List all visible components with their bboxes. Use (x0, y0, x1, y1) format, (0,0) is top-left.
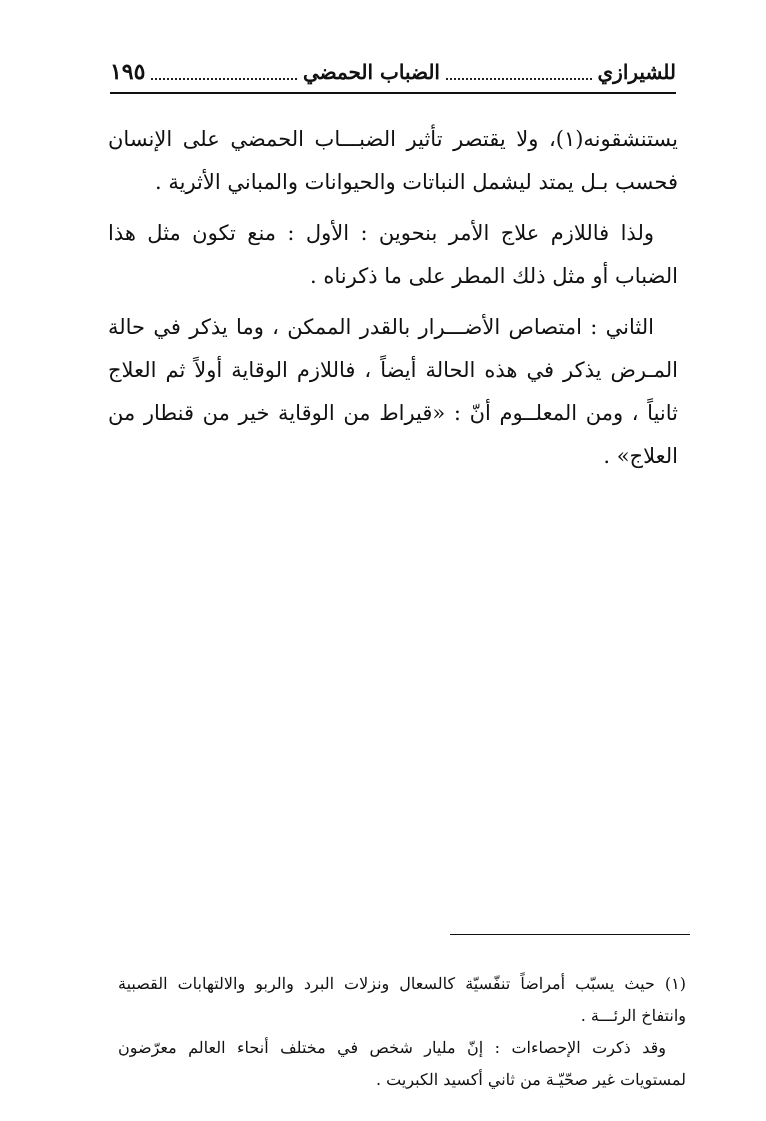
footnote-1-continuation: وقد ذكرت الإحصاءات : إنّ مليار شخص في مختلف أنحاء العالم معرّضون لمستويات غير صحّيّـة من ثاني أكسيد الكبريت . (118, 1038, 686, 1089)
header-dot-leader (446, 78, 592, 80)
paragraph: يستنشقونه(١)، ولا يقتصر تأثير الضبـــاب الحمضي على الإنسان فحسب بـل يمتد ليشمل النباتات والحيوانات والمباني الأثرية . (108, 127, 678, 194)
header-title: الضباب الحمضي (302, 60, 440, 84)
page-header (110, 52, 676, 94)
body-text (108, 118, 678, 486)
paragraph: ولذا فاللازم علاج الأمر بنحوين : الأول : منع تكون مثل هذا الضباب أو مثل ذلك المطر على ما ذكرناه . (108, 221, 678, 288)
header-author: للشيرازي (597, 60, 676, 84)
footnotes (118, 968, 686, 1096)
paragraph: الثاني : امتصاص الأضـــرار بالقدر الممكن ، وما يذكر في حالة المـرض يذكر في هذه الحالة أيضاً ، فاللازم الوقاية أولاً ثم العلاج ثانياً ، ومن المعلــوم أنّ : «قيراط من الوقاية خير من قنطار من العلاج» . (108, 315, 678, 468)
header-dot-leader (151, 78, 297, 80)
page-number: ١٩٥ (109, 59, 146, 85)
footnote-separator (450, 934, 690, 935)
footnote-1: (١) حيث يسبّب أمراضاً تنفّسيّة كالسعال ونزلات البرد والربو والالتهابات القصبية وانتفاخ الرئـــة . (118, 974, 686, 1025)
